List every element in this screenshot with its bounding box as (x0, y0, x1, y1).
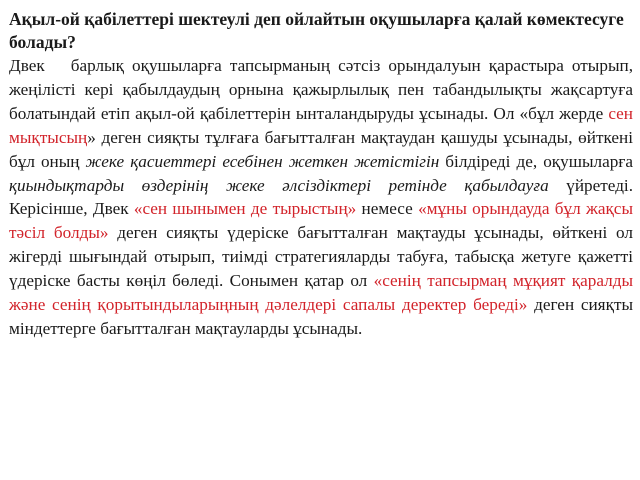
text-segment: деген сияқты міндеттерге бағытталған мақтауларды ұсынады. (9, 295, 634, 338)
text-segment: үйретеді. Керісінше, Двек (9, 175, 634, 219)
highlighted-phrase: сен мықтысың (9, 103, 633, 147)
text-segment: деген сияқты үдеріске бағытталған мақтауды ұсынады, өйткені ол жігерді шығындай отырып, тиімді стратегияларды табуға, табысқа жетуге қажетті үдеріске басты көңіл бөледі. Сонымен қатар ол (9, 223, 633, 291)
highlighted-phrase: «мұны орындауда бұл жақсы тәсіл болды» (9, 199, 633, 243)
text-segment: білдіреді де, оқушыларға (439, 151, 634, 171)
highlighted-phrase: «сен шынымен де тырыстың» (133, 199, 357, 219)
highlighted-phrase: «сенің тапсырмаң мұқият қаралды және сенің қорытындыларыңның дәлелдері сапалы деректер береді» (9, 271, 633, 315)
italic-phrase: жеке қасиеттері есебінен жеткен жетістігін (85, 151, 440, 171)
italic-phrase: қиындықтарды өздерінің жеке әлсіздіктері ретінде қабылдауға (9, 175, 549, 195)
text-segment: барлық оқушыларға тапсырманың сәтсіз орындалуын қарастыра отырып, жеңілісті кері қабылдаудың орнына қажырлылық пен табандылықты жақсартуға болатындай етіп ақыл-ой қабілеттерін ынталандыруды ұсынады. Ол «бұл жерде (9, 56, 633, 123)
document-heading: Ақыл-ой қабілеттері шектеулі деп ойлайтын оқушыларға қалай көмектесуге болады? (9, 9, 624, 52)
text-segment: Двек (9, 56, 45, 75)
text-segment: немесе (356, 199, 419, 219)
text-segment: » деген сияқты тұлғаға бағытталған мақтаудан қашуды ұсынады, өйткені бұл оның (9, 127, 633, 171)
document-paragraph (9, 54, 633, 341)
